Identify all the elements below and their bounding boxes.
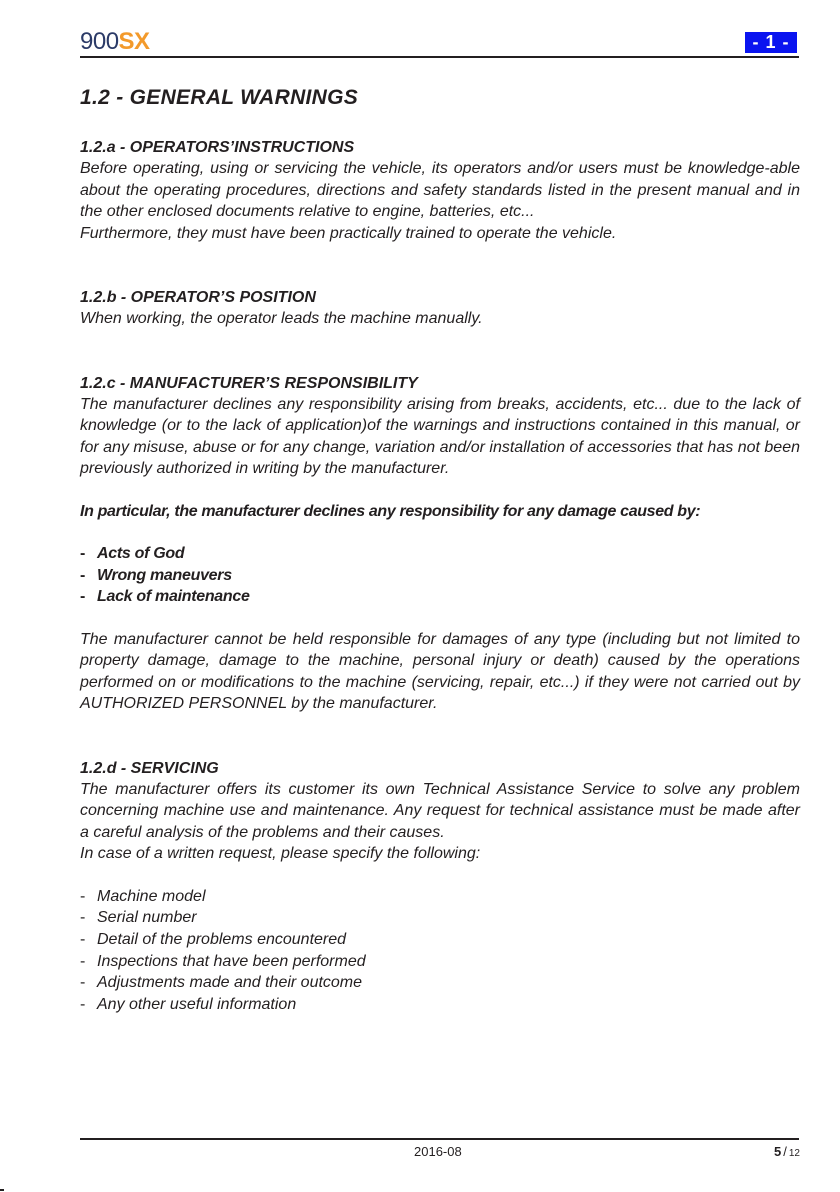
bullet-dash: - [80,995,86,1013]
list-item: - Acts of God [80,543,800,565]
page-number [774,1144,800,1162]
page-total: 12 [788,1148,800,1159]
list-item: - Lack of maintenance [80,586,800,608]
bullet-dash: - [80,566,86,584]
section-heading: 1.2.a - OPERATORS’INSTRUCTIONS [80,139,355,156]
section-paragraph: Furthermore, they must have been practically trained to operate the vehicle. [80,224,617,242]
page-content [80,84,800,1015]
logo-model-number: 900 [80,28,119,55]
bullet-dash: - [80,974,86,992]
damage-causes-list [80,543,800,608]
list-item: - Machine model [80,886,800,908]
section-manufacturers-responsibility [80,373,800,715]
page-current: 5 [774,1144,782,1159]
list-item: - Adjustments made and their outcome [80,972,800,994]
footer-date: 2016-08 [414,1144,462,1159]
section-paragraph: The manufacturer offers its customer its own Technical Assistance Service to solve any problem concerning machine use and maintenance. Any request for technical assistance must be made after a careful analysis of the problems and their causes. [80,780,800,841]
bullet-dash: - [80,952,86,970]
bullet-dash: - [80,545,86,562]
list-item: - Serial number [80,907,800,929]
emphasis-statement: In particular, the manufacturer declines any responsibility for any damage caused by: [80,502,701,520]
section-paragraph: The manufacturer cannot be held responsible for damages of any type (including but not limited to property damage, damage to the machine, personal injury or death) caused by the operations performed on or modifications to the machine (servicing, repair, etc...) if they were not carried out by AUTHORIZED PERSONNEL by the manufacturer. [80,630,800,713]
section-heading: 1.2.c - MANUFACTURER’S RESPONSIBILITY [80,374,418,392]
section-servicing [80,758,800,1016]
crop-mark [0,1189,4,1191]
bullet-dash: - [80,930,86,948]
brand-logo [80,28,150,56]
section-heading: 1.2.b - OPERATOR’S POSITION [80,289,316,306]
list-item: - Wrong maneuvers [80,565,800,587]
list-item: - Detail of the problems encountered [80,929,800,951]
section-heading: 1.2.d - SERVICING [80,759,219,777]
section-paragraph: In case of a written request, please specify the following: [80,845,481,863]
list-item: - Any other useful information [80,994,800,1016]
page-separator: / [783,1144,787,1159]
bullet-dash: - [80,588,86,606]
bullet-dash: - [80,909,86,927]
section-operators-position [80,287,800,330]
page-title: 1.2 - GENERAL WARNINGS [80,86,359,109]
section-paragraph: When working, the operator leads the machine manually. [80,310,483,327]
logo-model-suffix: SX [118,28,150,55]
section-paragraph: The manufacturer declines any responsibility arising from breaks, accidents, etc... due to the lack of knowledge (or to the lack of application)of the warnings and instructions contained in this manual, or for any misuse, abuse or for any change, variation and/or installation of accessories that has not been previously authorized in writing by the manufacturer. [80,395,800,477]
section-paragraph: Before operating, using or servicing the vehicle, its operators and/or users must be knowledge-able about the operating procedures, directions and safety standards listed in the present manual and in the other enclosed documents relative to engine, batteries, etc... [80,160,800,220]
chapter-badge: - 1 - [745,32,797,53]
request-details-list [80,886,800,1016]
footer-divider [80,1138,799,1140]
header-divider [80,56,799,58]
section-operators-instructions [80,137,800,244]
list-item: - Inspections that have been performed [80,951,800,973]
bullet-dash: - [80,887,86,905]
